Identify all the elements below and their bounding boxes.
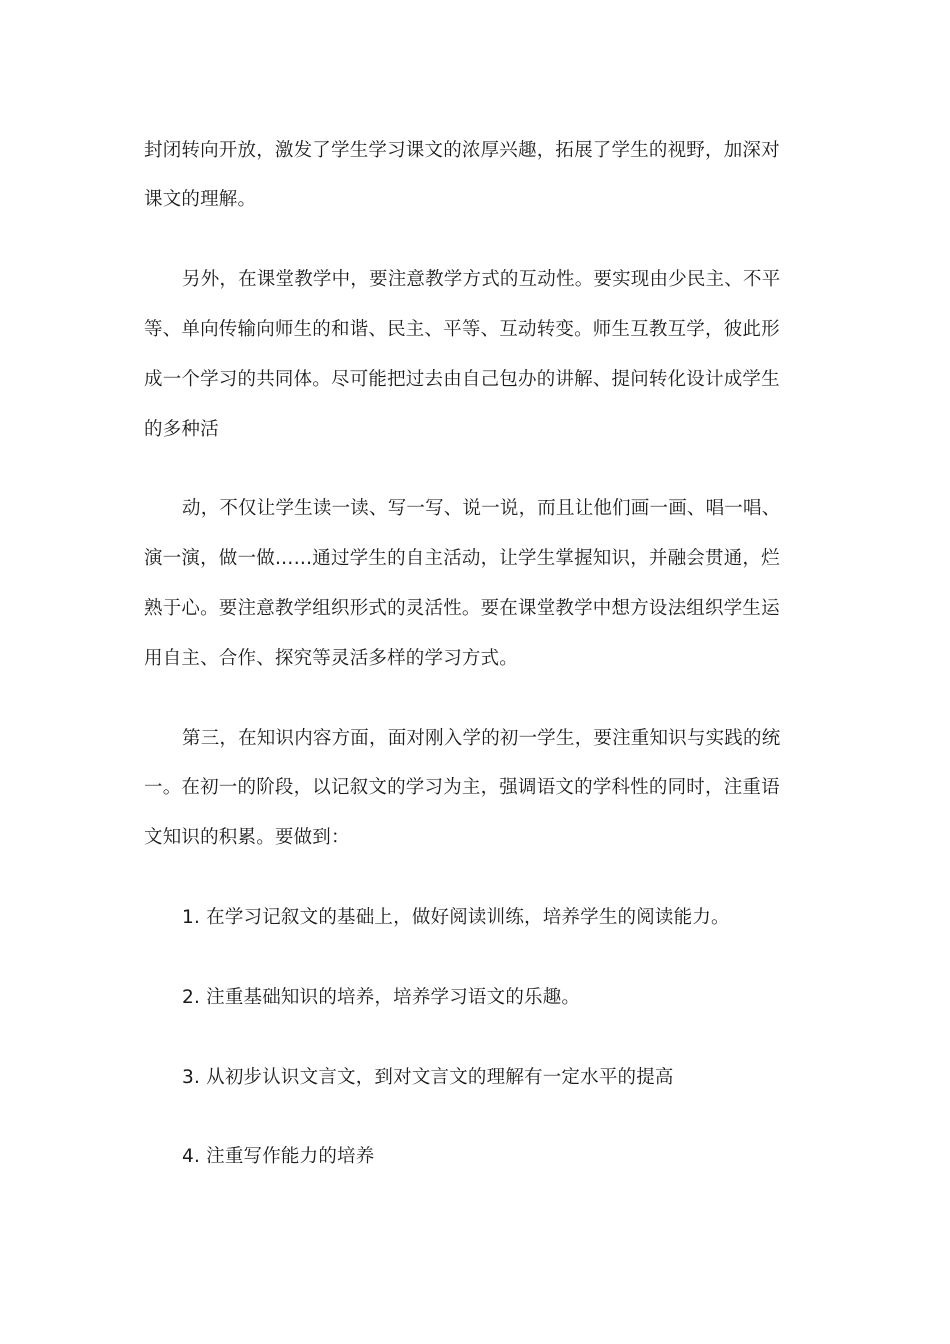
paragraph-line: 另外，在课堂教学中，要注意教学方式的互动性。要实现由少民主、不平 xyxy=(182,269,781,290)
paragraph-line: 用自主、合作、探究等灵活多样的学习方式。 xyxy=(144,648,519,669)
paragraph-line: 一。在初一的阶段，以记叙文的学习为主，强调语文的学科性的同时，注重语 xyxy=(144,777,780,798)
paragraph-line: 的多种活 xyxy=(144,419,219,440)
paragraph-line: 动，不仅让学生读一读、写一写、说一说，而且让他们画一画、唱一唱、 xyxy=(182,498,781,519)
list-item: 2. 注重基础知识的培养，培养学习语文的乐趣。 xyxy=(182,987,581,1008)
paragraph-line: 熟于心。要注意教学组织形式的灵活性。要在课堂教学中想方设法组织学生运 xyxy=(144,598,780,619)
paragraph-line: 第三，在知识内容方面，面对刚入学的初一学生，要注重知识与实践的统 xyxy=(182,728,781,749)
paragraph-line: 演一演，做一做……通过学生的自主活动，让学生掌握知识，并融会贯通，烂 xyxy=(144,548,780,569)
paragraph-line: 等、单向传输向师生的和谐、民主、平等、互动转变。师生互教互学，彼此形 xyxy=(144,319,780,340)
paragraph-line: 封闭转向开放，激发了学生学习课文的浓厚兴趣，拓展了学生的视野，加深对 xyxy=(144,140,780,161)
paragraph-line: 课文的理解。 xyxy=(144,189,257,210)
paragraph-line: 成一个学习的共同体。尽可能把过去由自己包办的讲解、提问转化设计成学生 xyxy=(144,369,780,390)
list-item: 3. 从初步认识文言文，到对文言文的理解有一定水平的提高 xyxy=(182,1067,674,1088)
paragraph-line: 文知识的积累。要做到： xyxy=(144,827,350,848)
list-item: 1. 在学习记叙文的基础上，做好阅读训练，培养学生的阅读能力。 xyxy=(182,907,730,928)
list-item: 4. 注重写作能力的培养 xyxy=(182,1146,375,1167)
